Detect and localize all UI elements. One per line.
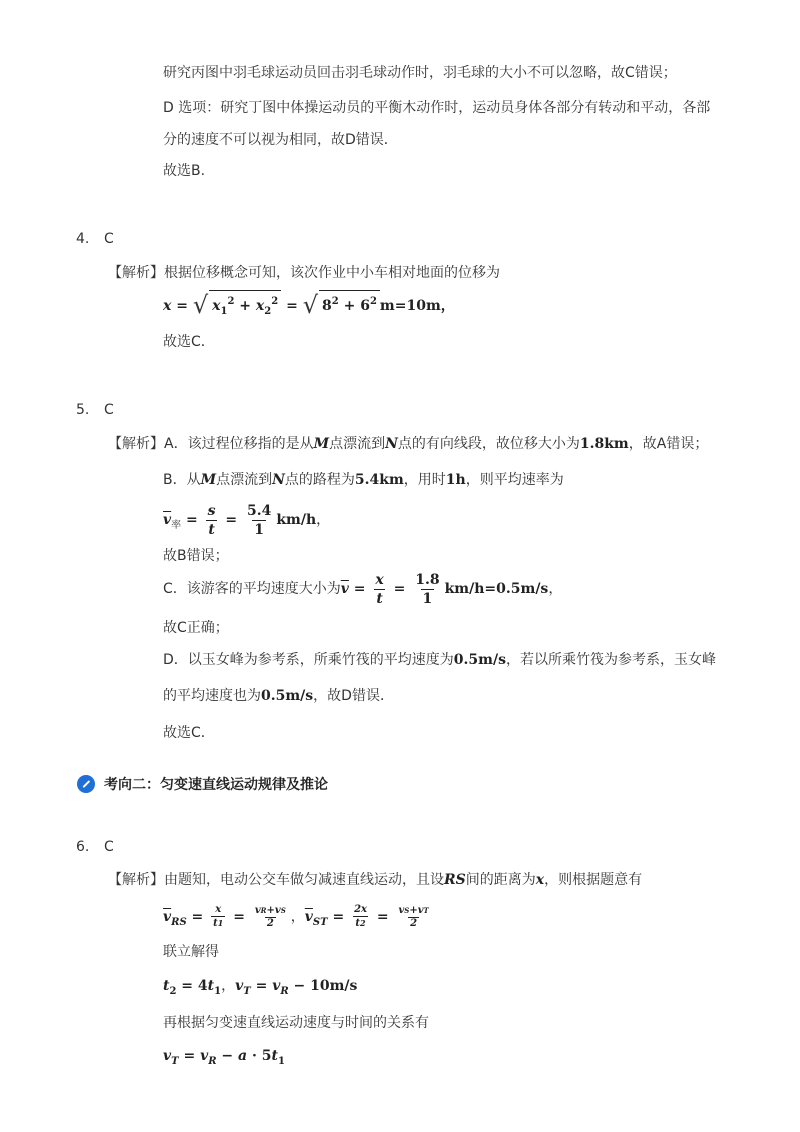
q6-relation-text: 再根据匀变速直线运动速度与时间的关系有 — [163, 1015, 429, 1031]
q4-answer: C — [104, 231, 114, 247]
q4-formula-result: m=10m， — [379, 298, 455, 314]
q5-rate-formula: $\overline{v}_率$ = $\frac{s}{t}$ = $\frac{5.4}{1}$ km/h， — [163, 502, 331, 538]
analysis-tag: 【解析】 — [108, 436, 164, 452]
q4-analysis — [108, 262, 500, 284]
q5-option-d-line2: 的平均速度也为0.5m/s，故D错误． — [163, 688, 394, 704]
q5-c-right: 故C正确； — [163, 620, 229, 636]
q5-option-d-line1: D．以玉女峰为参考系，所乘竹筏的平均速度为0.5m/s，若以所乘竹筏为参考系，玉女峰 — [163, 652, 716, 668]
q4-text: 根据位移概念可知，该次作业中小车相对地面的位移为 — [164, 265, 500, 281]
analysis-tag: 【解析】 — [108, 265, 164, 281]
q6-solution: $t_2 = 4t_1$，$v_T = v_R - 10m/s$ — [163, 978, 358, 997]
q6-number: 6. — [76, 839, 90, 855]
q4-formula: x = √ $x_1^2 + x_2^2$ = √ $8^2 + 6^2$ m=10m， — [163, 290, 455, 323]
q3-option-d-line1: D 选项：研究丁图中体操运动员的平衡木动作时，运动员身体各部分有转动和平动，各部 — [163, 100, 711, 116]
q6-solve-label: 联立解得 — [163, 944, 219, 960]
pencil-icon — [77, 775, 95, 793]
q6-analysis: 【解析】由题知，电动公交车做匀减速直线运动，且设RS间的距离为x，则根据题意有 — [108, 872, 643, 888]
q5-option-a: 【解析】A．该过程位移指的是从M点漂流到N点的有向线段，故位移大小为1.8km，故A错误； — [108, 436, 709, 452]
q5-b-wrong: 故B错误； — [163, 548, 229, 564]
q6-answer: C — [104, 839, 114, 855]
topic-title: 考向二：匀变速直线运动规律及推论 — [104, 777, 328, 793]
q6-velocity-formulas: $\overline{v}_{RS}$ = $\frac{x}{t1}$ = $\frac{vR+vS}{2}$ ，$\overline{v}_{ST}$ = $\frac{2x}{t2}$ = $\frac{vS+vT}{2}$ — [163, 904, 429, 929]
q5-option-b: B．从M点漂流到N点的路程为5.4km，用时1h，则平均速率为 — [163, 472, 564, 488]
q3-conclusion: 故选B. — [163, 163, 206, 179]
q4-number: 4. — [76, 231, 90, 247]
q6-relation-formula: $v_T = v_R - a \cdot 5t_1$ — [163, 1048, 285, 1067]
q3-option-c-text: 研究丙图中羽毛球运动员回击羽毛球动作时，羽毛球的大小不可以忽略，故C错误； — [163, 65, 677, 81]
q5-option-c: C．该游客的平均速度大小为$\overline{v}$ = $\frac{x}{t}$ = $\frac{1.8}{1}$ km/h=0.5m/s， — [163, 571, 563, 607]
q3-option-d-line2: 分的速度不可以视为相同，故D错误． — [163, 132, 398, 148]
analysis-tag: 【解析】 — [108, 872, 164, 888]
q5-number: 5. — [76, 402, 90, 418]
q5-answer: C — [104, 402, 114, 418]
q5-conclusion: 故选C． — [163, 725, 215, 741]
q4-conclusion: 故选C． — [163, 334, 215, 350]
